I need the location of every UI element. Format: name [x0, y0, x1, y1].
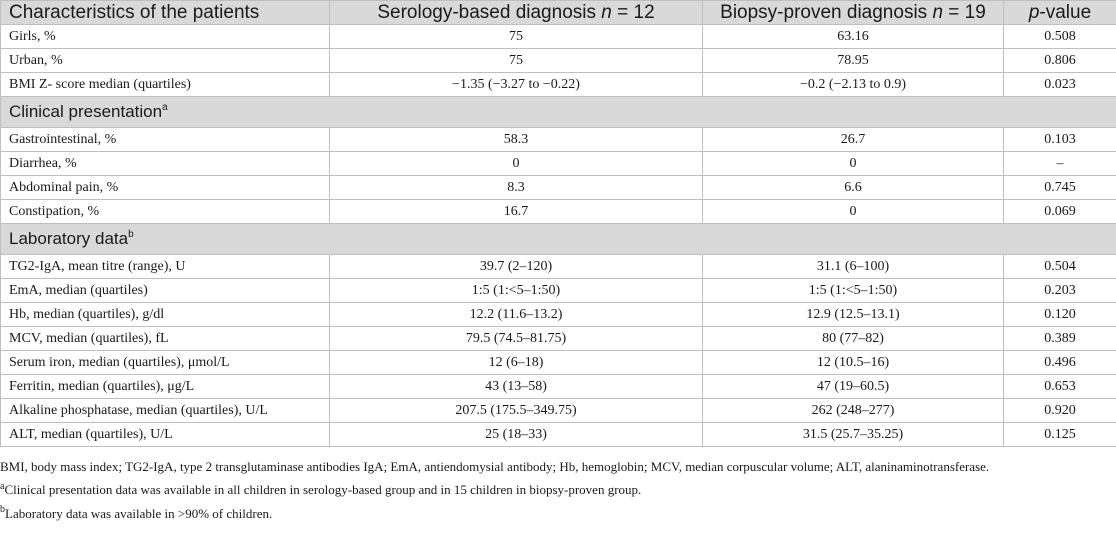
biopsy-value: 262 (248–277) [703, 399, 1004, 423]
p-value: 0.389 [1004, 327, 1116, 351]
serology-value: 39.7 (2–120) [330, 255, 703, 279]
biopsy-value: 31.1 (6–100) [703, 255, 1004, 279]
footnote-a: $^a$Clinical presentation data was available in all children in serology-based group and in 15 children in biopsy-proven group. [0, 481, 642, 498]
table-footnotes [0, 457, 1116, 524]
table-row [1, 73, 1116, 97]
serology-value: 75 [330, 49, 703, 73]
biopsy-value: 26.7 [703, 128, 1004, 152]
footnote-b: $^b$Laboratory data was available in >90% of children. [0, 504, 273, 521]
row-label: Alkaline phosphatase, median (quartiles), U/L [1, 399, 330, 423]
row-label: BMI Z- score median (quartiles) [1, 73, 330, 97]
serology-value: −1.35 (−3.27 to −0.22) [330, 73, 703, 97]
biopsy-value: 80 (77–82) [703, 327, 1004, 351]
biopsy-value: 0 [703, 152, 1004, 176]
row-label: Diarrhea, % [1, 152, 330, 176]
serology-value: 8.3 [330, 176, 703, 200]
biopsy-value: 12.9 (12.5–13.1) [703, 303, 1004, 327]
serology-value: 79.5 (74.5–81.75) [330, 327, 703, 351]
serology-value: 12.2 (11.6–13.2) [330, 303, 703, 327]
row-label: Abdominal pain, % [1, 176, 330, 200]
p-value: 0.806 [1004, 49, 1116, 73]
table-row [1, 200, 1116, 224]
header-serology: Serology-based diagnosis n = 12 [330, 1, 703, 25]
serology-value: 75 [330, 25, 703, 49]
table-row [1, 49, 1116, 73]
biopsy-value: 63.16 [703, 25, 1004, 49]
table-row [1, 128, 1116, 152]
serology-value: 12 (6–18) [330, 351, 703, 375]
p-value: 0.504 [1004, 255, 1116, 279]
section-laboratory-data-label: Laboratory data$^b$ [1, 224, 1116, 255]
p-value: 0.920 [1004, 399, 1116, 423]
row-label: Urban, % [1, 49, 330, 73]
footnote-abbreviations: BMI, body mass index; TG2-IgA, type 2 transglutaminase antibodies IgA; EmA, antiendomysial antibody; Hb, hemoglobin; MCV, median corpuscular volume; ALT, alaninaminotransferase. [0, 459, 990, 474]
table-row [1, 423, 1116, 447]
biopsy-value: 47 (19–60.5) [703, 375, 1004, 399]
header-row [1, 1, 1116, 25]
p-value: 0.103 [1004, 128, 1116, 152]
table-row [1, 176, 1116, 200]
row-label: Girls, % [1, 25, 330, 49]
serology-value: 25 (18–33) [330, 423, 703, 447]
p-value: 0.653 [1004, 375, 1116, 399]
row-label: Serum iron, median (quartiles), μmol/L [1, 351, 330, 375]
table-row [1, 303, 1116, 327]
biopsy-value: 12 (10.5–16) [703, 351, 1004, 375]
row-label: EmA, median (quartiles) [1, 279, 330, 303]
table-body [1, 25, 1116, 447]
row-label: Hb, median (quartiles), g/dl [1, 303, 330, 327]
p-value: 0.023 [1004, 73, 1116, 97]
header-biopsy: Biopsy-proven diagnosis n = 19 [703, 1, 1004, 25]
serology-value: 207.5 (175.5–349.75) [330, 399, 703, 423]
section-clinical-presentation-label: Clinical presentation$^a$ [1, 97, 1116, 128]
table-row [1, 152, 1116, 176]
p-value: 0.125 [1004, 423, 1116, 447]
header-p-value: p-value [1004, 1, 1116, 25]
row-label: Ferritin, median (quartiles), μg/L [1, 375, 330, 399]
table-row [1, 25, 1116, 49]
serology-value: 58.3 [330, 128, 703, 152]
biopsy-value: −0.2 (−2.13 to 0.9) [703, 73, 1004, 97]
table-row [1, 399, 1116, 423]
biopsy-value: 31.5 (25.7–35.25) [703, 423, 1004, 447]
biopsy-value: 78.95 [703, 49, 1004, 73]
section-clinical-presentation [1, 97, 1116, 128]
table-row [1, 279, 1116, 303]
p-value: 0.120 [1004, 303, 1116, 327]
table-row [1, 351, 1116, 375]
serology-value: 43 (13–58) [330, 375, 703, 399]
p-value: 0.069 [1004, 200, 1116, 224]
row-label: TG2-IgA, mean titre (range), U [1, 255, 330, 279]
p-value: 0.508 [1004, 25, 1116, 49]
table-row [1, 255, 1116, 279]
p-value: 0.203 [1004, 279, 1116, 303]
biopsy-value: 6.6 [703, 176, 1004, 200]
biopsy-value: 0 [703, 200, 1004, 224]
table-row [1, 327, 1116, 351]
p-value: 0.745 [1004, 176, 1116, 200]
row-label: MCV, median (quartiles), fL [1, 327, 330, 351]
p-value: 0.496 [1004, 351, 1116, 375]
header-characteristics: Characteristics of the patients [1, 1, 330, 25]
row-label: ALT, median (quartiles), U/L [1, 423, 330, 447]
biopsy-value: 1:5 (1:<5–1:50) [703, 279, 1004, 303]
row-label: Gastrointestinal, % [1, 128, 330, 152]
row-label: Constipation, % [1, 200, 330, 224]
serology-value: 16.7 [330, 200, 703, 224]
serology-value: 0 [330, 152, 703, 176]
section-laboratory-data [1, 224, 1116, 255]
p-value: – [1004, 152, 1116, 176]
table-row [1, 375, 1116, 399]
serology-value: 1:5 (1:<5–1:50) [330, 279, 703, 303]
